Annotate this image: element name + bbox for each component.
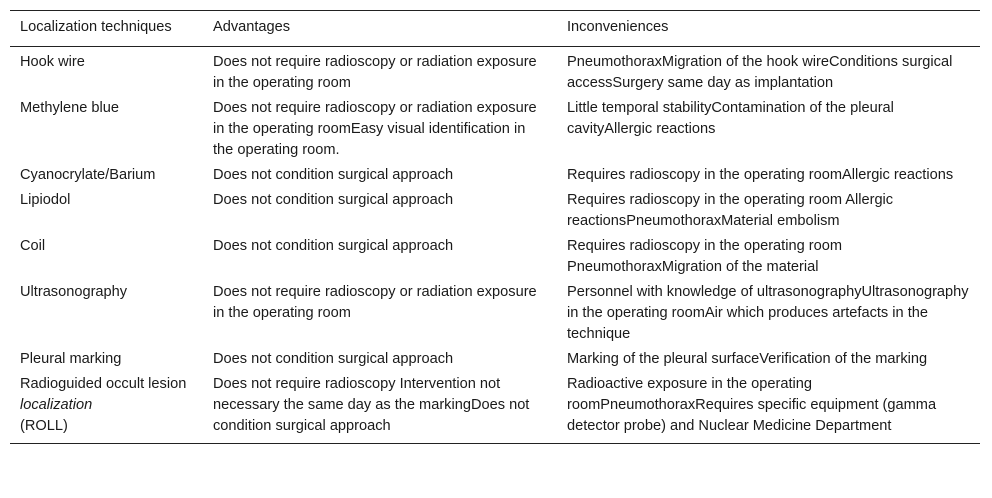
inconveniences-cell: Radioactive exposure in the operating roomPneumothoraxRequires specific equipment (gamma detector probe) and Nuclear Medicine Department	[557, 372, 980, 444]
table-row	[10, 372, 980, 444]
advantages-cell: Does not condition surgical approach	[213, 167, 454, 183]
advantages-cell: Does not condition surgical approach	[213, 351, 454, 367]
technique-cell: Lipiodol	[20, 192, 71, 208]
table-row	[10, 96, 980, 163]
table-header	[10, 11, 980, 47]
technique-suffix: (ROLL)	[20, 418, 68, 434]
technique-cell: Coil	[20, 238, 46, 254]
inconveniences-cell: Marking of the pleural surfaceVerification of the marking	[567, 351, 928, 367]
localization-techniques-table	[10, 10, 980, 444]
table-row	[10, 347, 980, 372]
table-row	[10, 234, 980, 280]
technique-cell	[10, 372, 203, 444]
technique-cell: Hook wire	[20, 54, 85, 70]
table-row	[10, 47, 980, 97]
advantages-cell: Does not condition surgical approach	[213, 238, 454, 254]
header-row	[10, 11, 980, 47]
table-body	[10, 47, 980, 444]
technique-cell: Ultrasonography	[20, 284, 128, 300]
technique-italic: localization	[20, 397, 93, 413]
inconveniences-cell: Personnel with knowledge of ultrasonographyUltrasonography in the operating roomAir which produces artefacts in the technique	[567, 284, 969, 342]
advantages-cell: Does not require radioscopy or radiation exposure in the operating room	[213, 284, 537, 321]
table-row	[10, 163, 980, 188]
inconveniences-cell: PneumothoraxMigration of the hook wireConditions surgical accessSurgery same day as implantation	[567, 54, 953, 91]
inconveniences-cell: Requires radioscopy in the operating room PneumothoraxMigration of the material	[567, 238, 843, 275]
table-row	[10, 188, 980, 234]
technique-prefix: Radioguided occult lesion	[20, 376, 187, 392]
advantages-cell: Does not require radioscopy or radiation exposure in the operating roomEasy visual identification in the operating room.	[213, 100, 537, 158]
header-techniques: Localization techniques	[10, 11, 203, 47]
technique-cell: Cyanocrylate/Barium	[20, 167, 156, 183]
inconveniences-cell: Requires radioscopy in the operating roomAllergic reactions	[567, 167, 954, 183]
technique-cell: Methylene blue	[20, 100, 119, 116]
inconveniences-cell: Requires radioscopy in the operating room Allergic reactionsPneumothoraxMaterial embolism	[567, 192, 894, 229]
technique-cell: Pleural marking	[20, 351, 122, 367]
advantages-cell: Does not require radioscopy or radiation exposure in the operating room	[213, 54, 537, 91]
advantages-cell: Does not condition surgical approach	[213, 192, 454, 208]
header-advantages: Advantages	[203, 11, 557, 47]
table-row	[10, 280, 980, 347]
advantages-cell: Does not require radioscopy Intervention not necessary the same day as the markingDoes not condition surgical approach	[203, 372, 557, 444]
inconveniences-cell: Little temporal stabilityContamination of the pleural cavityAllergic reactions	[567, 100, 894, 137]
header-inconveniences: Inconveniences	[557, 11, 980, 47]
